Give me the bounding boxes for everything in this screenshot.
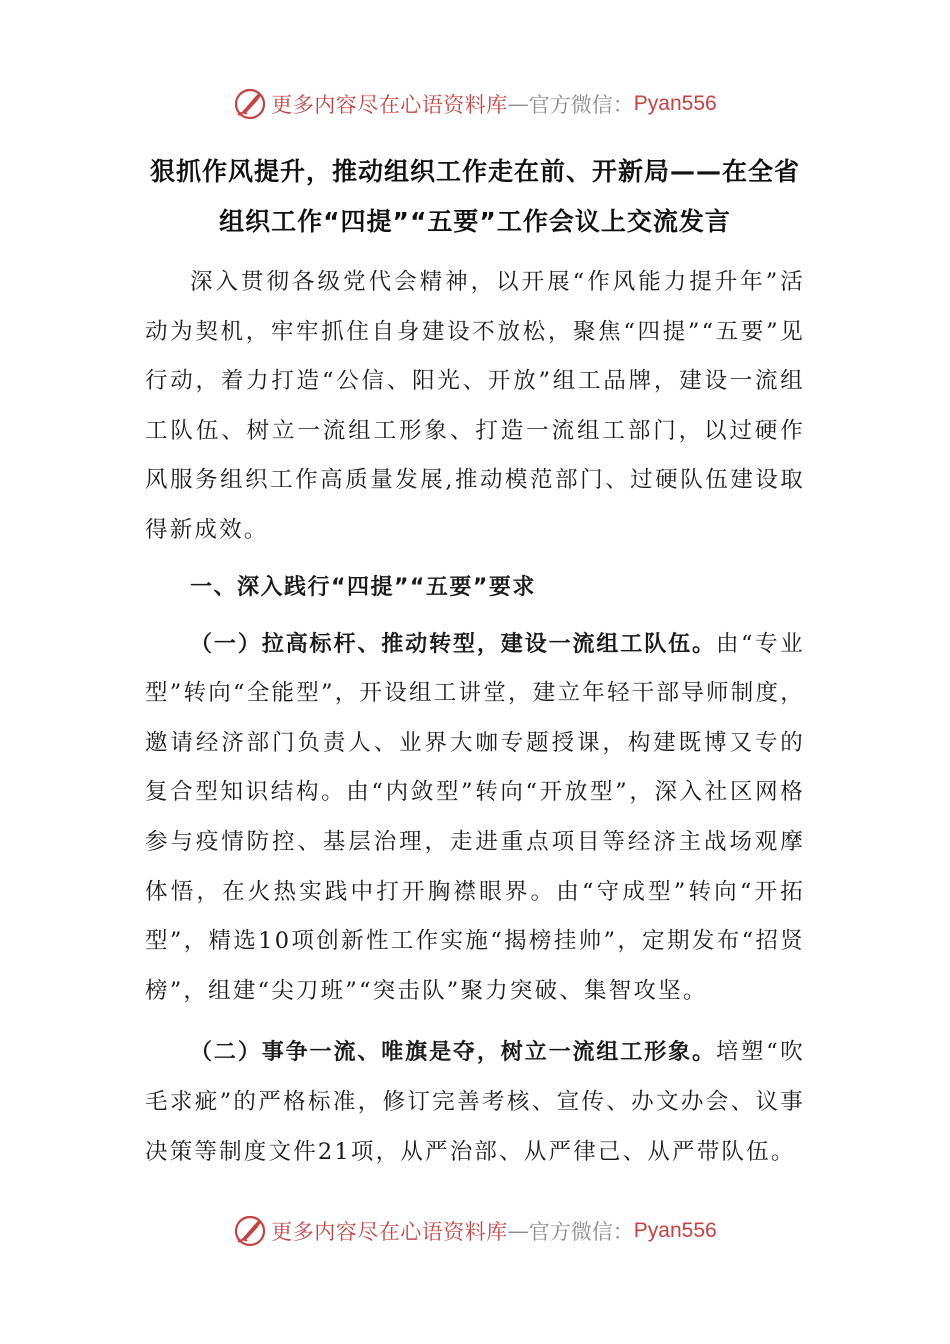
intro-paragraph: 深入贯彻各级党代会精神，以开展“作风能力提升年”活动为契机，牢牢抓住自身建设不放松，聚焦“四提”“五要”见行动，着力打造“公信、阳光、开放”组工品牌，建设一流组工队伍、树立一流组工形象、打造一流组工部门，以过硬作风服务组织工作高质量发展,推动模范部门、过硬队伍建设取得新成效。	[145, 269, 805, 543]
item-lead-1: （一）拉高标杆、推动转型，建设一流组工队伍。	[190, 631, 716, 657]
item-paragraph-2	[145, 1028, 805, 1177]
footer-wechat-id: Pyan556	[633, 1219, 717, 1242]
document-body	[145, 258, 805, 1177]
banner-dash: —	[507, 92, 529, 116]
item-text-1: 由“专业型”转向“全能型”，开设组工讲堂，建立年轻干部导师制度，邀请经济部门负责人、业界大咖专题授课，构建既博又专的复合型知识结构。由“内敛型”转向“开放型”，深入社区网格参与疫情防控、基层治理，走进重点项目等经济主战场观摩体悟，在火热实践中打开胸襟眼界。由“守成型”转向“开拓型”，精选10项创新性工作实施“揭榜挂帅”，定期发布“招贤榜”，组建“尖刀班”“突击队”聚力突破、集智攻坚。	[145, 630, 805, 1004]
document-title-line1: 狠抓作风提升，推动组织工作走在前、开新局——在全省	[149, 157, 800, 186]
document-title-line2: 组织工作“四提”“五要”工作会议上交流发言	[219, 207, 731, 236]
item-lead-2: （二）事争一流、唯旗是夺，树立一流组工形象。	[190, 1040, 716, 1066]
pen-logo-icon	[233, 87, 267, 121]
pen-logo-icon	[233, 1214, 267, 1248]
item-text-2: 培塑“吹毛求疵”的严格标准，修订完善考核、宣传、办文办会、议事决策等制度文件21项，从严治部、从严律己、从严带队伍。	[145, 1039, 805, 1165]
banner-wechat-id: Pyan556	[633, 92, 717, 115]
footer-wechat-label: 官方微信：	[528, 1220, 634, 1244]
header-banner	[0, 84, 950, 124]
banner-wechat-label: 官方微信：	[528, 93, 634, 117]
item-paragraph-1	[145, 620, 805, 1017]
footer-dash: —	[507, 1219, 529, 1243]
footer-banner	[0, 1211, 950, 1251]
section-heading-1: 一、深入践行“四提”“五要”要求	[190, 574, 536, 600]
footer-site-text: 更多内容尽在心语资料库	[271, 1220, 508, 1244]
banner-site-text: 更多内容尽在心语资料库	[271, 93, 508, 117]
